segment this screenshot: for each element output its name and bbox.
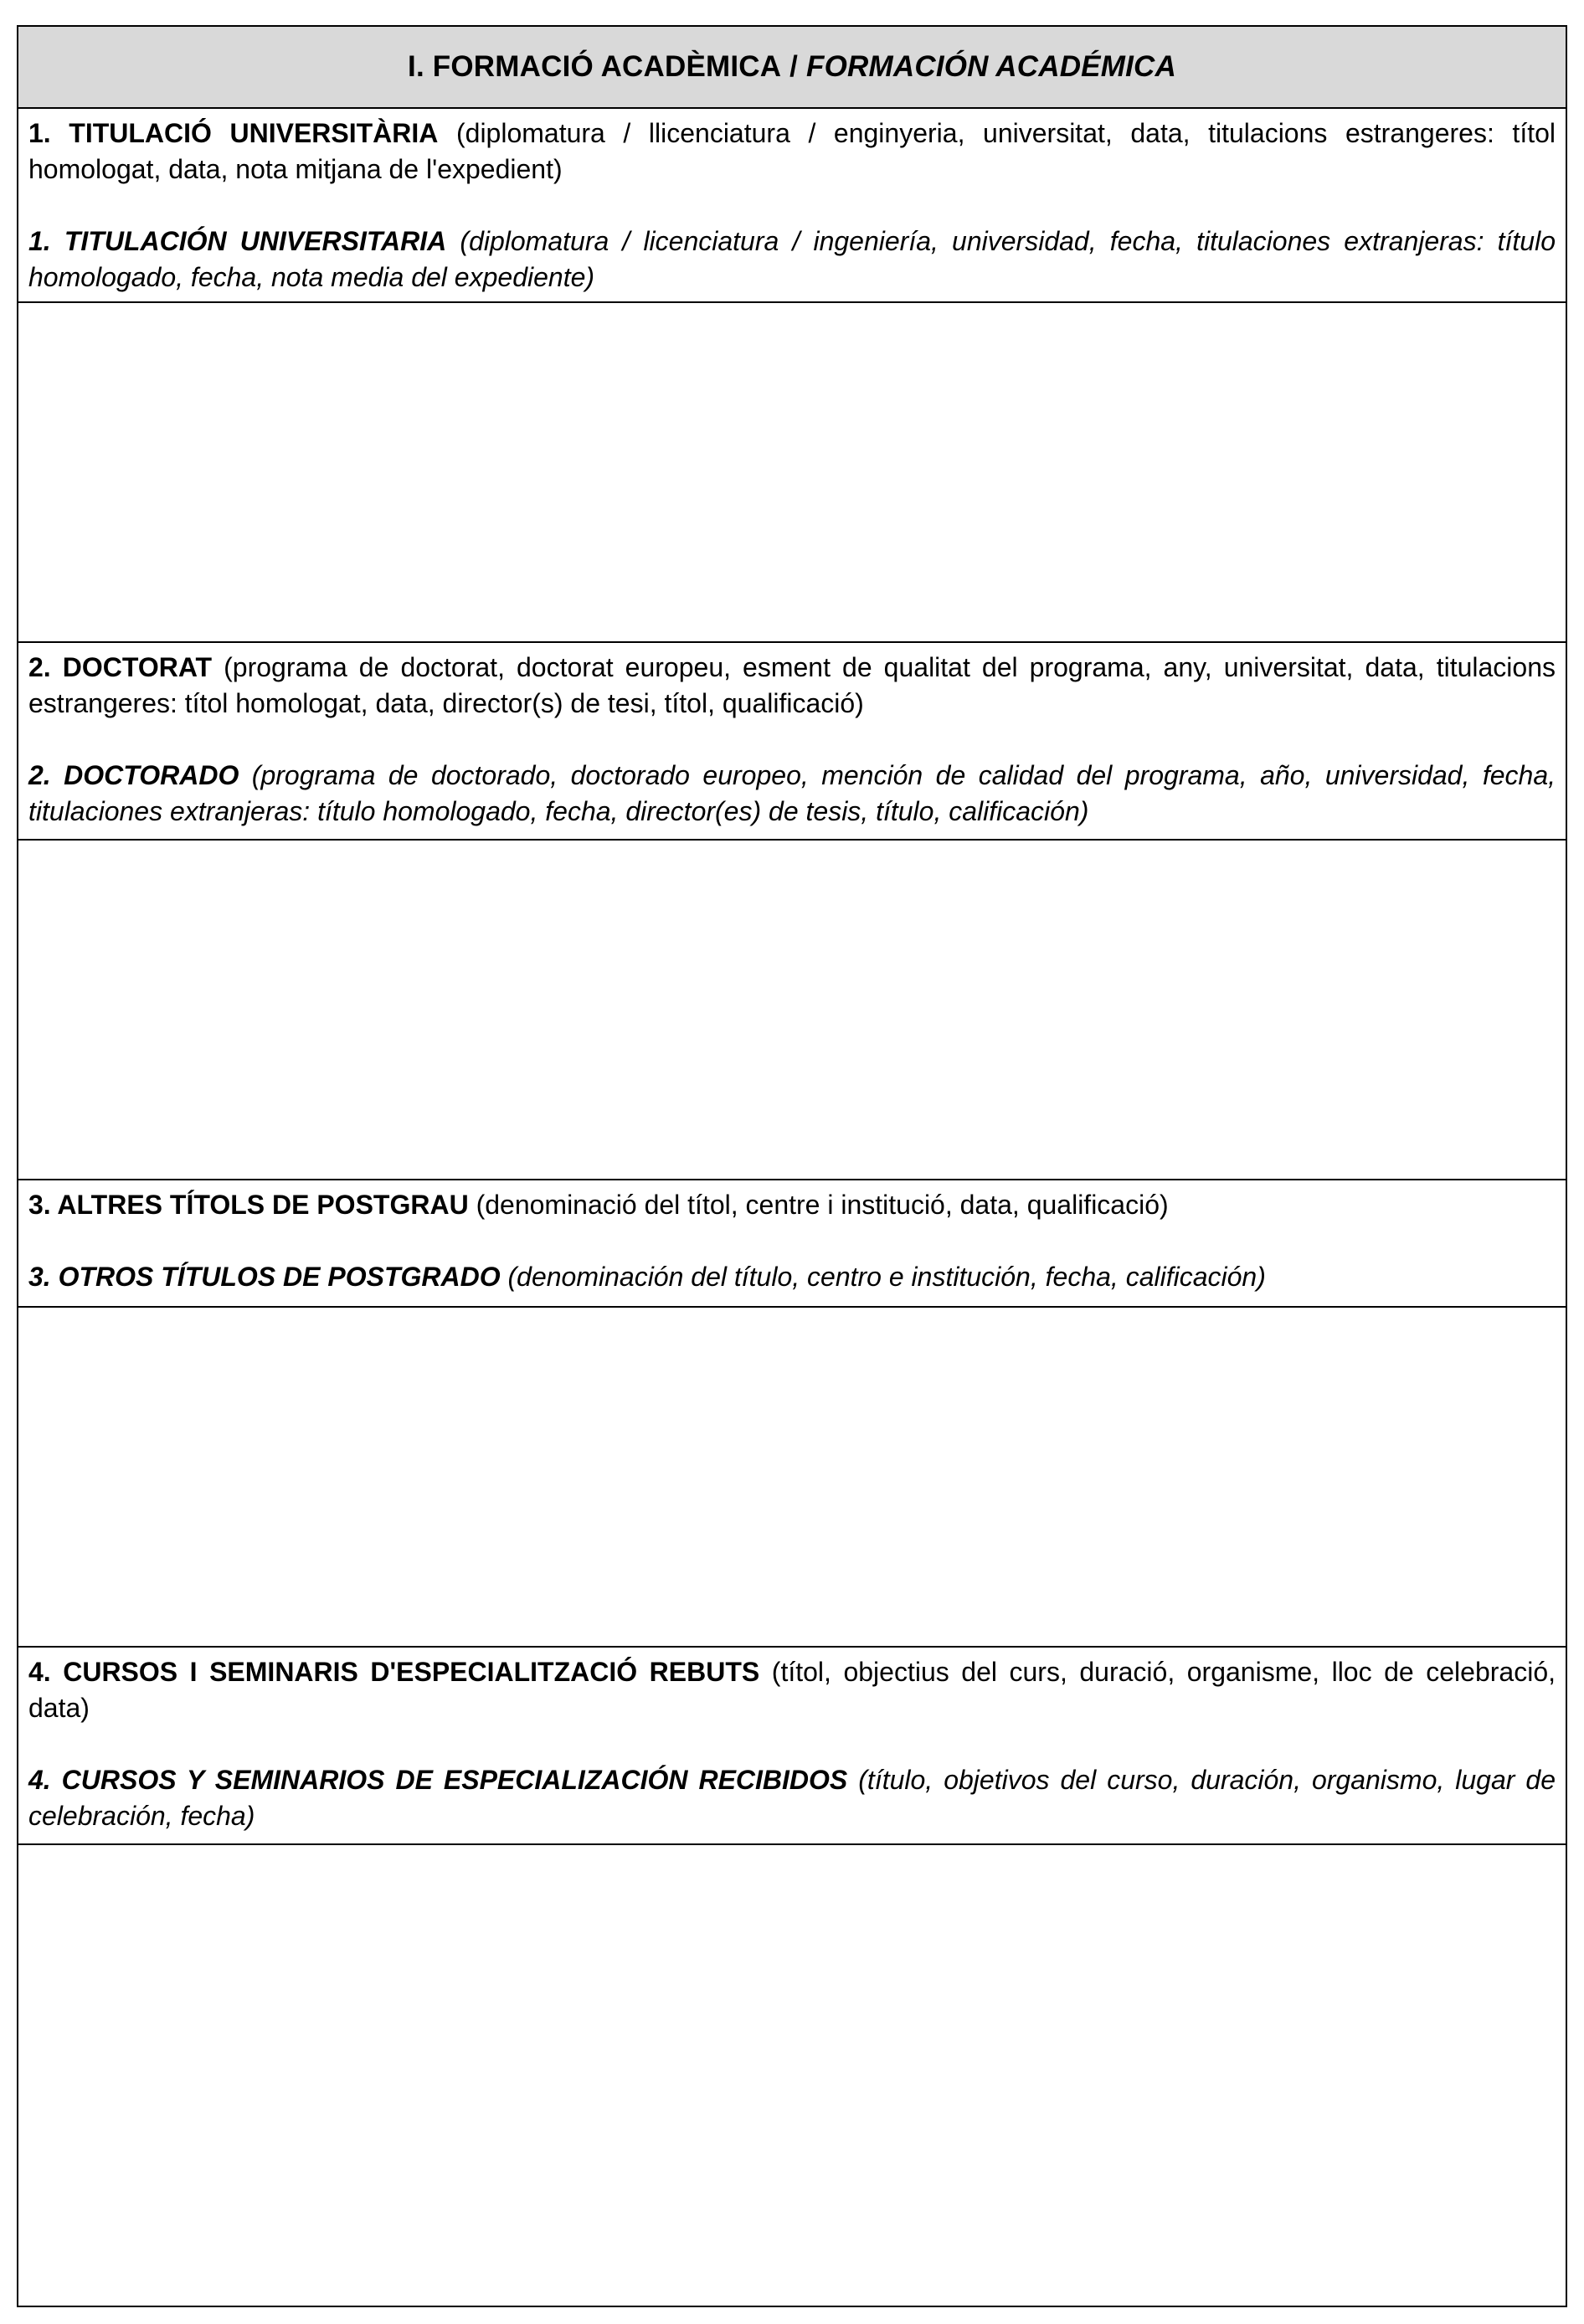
description-catalan [28, 1187, 1556, 1223]
field-hint: (título, objetivos del curso, duración, organismo, lugar de celebración, fecha) [28, 1765, 1556, 1831]
other-postgraduate-answer-field[interactable] [18, 1308, 1566, 1648]
field-title: 1. TITULACIÓ UNIVERSITÀRIA [28, 118, 439, 148]
university-degree-answer-field[interactable] [18, 303, 1566, 643]
description-spanish [28, 1259, 1556, 1295]
description-catalan [28, 650, 1556, 722]
field-hint: (diplomatura / llicenciatura / enginyeria, universitat, data, titulacions estrangeres: títol homologat, data, nota mitjana de l'expedient) [28, 118, 1556, 184]
description-spanish [28, 758, 1556, 830]
specialization-courses-description [18, 1648, 1566, 1845]
doctorate-answer-field[interactable] [18, 841, 1566, 1180]
field-title: 2. DOCTORAT [28, 652, 213, 682]
field-hint: (programa de doctorat, doctorat europeu, esment de qualitat del programa, any, universitat, data, titulacions estrangeres: títol homologat, data, director(s) de tesi, títol, qualificació) [28, 652, 1556, 718]
field-hint: (denominación del título, centro e institución, fecha, calificación) [500, 1262, 1266, 1292]
field-title: 2. DOCTORADO [28, 760, 239, 790]
header-separator: / [781, 50, 807, 83]
field-title: 4. CURSOS I SEMINARIS D'ESPECIALITZACIÓ REBUTS [28, 1657, 760, 1687]
field-title: 4. CURSOS Y SEMINARIOS DE ESPECIALIZACIÓN RECIBIDOS [28, 1765, 848, 1795]
other-postgraduate-description [18, 1180, 1566, 1308]
academic-training-form [17, 25, 1567, 2307]
header-title-spanish: FORMACIÓN ACADÉMICA [806, 50, 1176, 83]
field-title: 3. OTROS TÍTULOS DE POSTGRADO [28, 1262, 501, 1292]
header-title-catalan: I. FORMACIÓ ACADÈMICA [408, 50, 782, 83]
field-hint: (denominació del títol, centre i institució, data, qualificació) [468, 1190, 1169, 1220]
university-degree-description [18, 109, 1566, 303]
doctorate-description [18, 643, 1566, 841]
description-spanish [28, 1762, 1556, 1834]
specialization-courses-answer-field[interactable] [18, 1845, 1566, 2306]
description-catalan [28, 1654, 1556, 1726]
field-hint: (programa de doctorado, doctorado europeo, mención de calidad del programa, año, universidad, fecha, titulaciones extranjeras: título homologado, fecha, director(es) de tesis, título, calificación) [28, 760, 1556, 826]
field-title: 1. TITULACIÓN UNIVERSITARIA [28, 226, 447, 256]
field-hint: (títol, objectius del curs, duració, organisme, lloc de celebració, data) [28, 1657, 1556, 1723]
field-hint: (diplomatura / licenciatura / ingeniería, universidad, fecha, titulaciones extranjeras: título homologado, fecha, nota media del expediente) [28, 226, 1556, 292]
field-title: 3. ALTRES TÍTOLS DE POSTGRAU [28, 1190, 469, 1220]
section-header [18, 27, 1566, 109]
description-spanish [28, 224, 1556, 296]
description-catalan [28, 116, 1556, 188]
